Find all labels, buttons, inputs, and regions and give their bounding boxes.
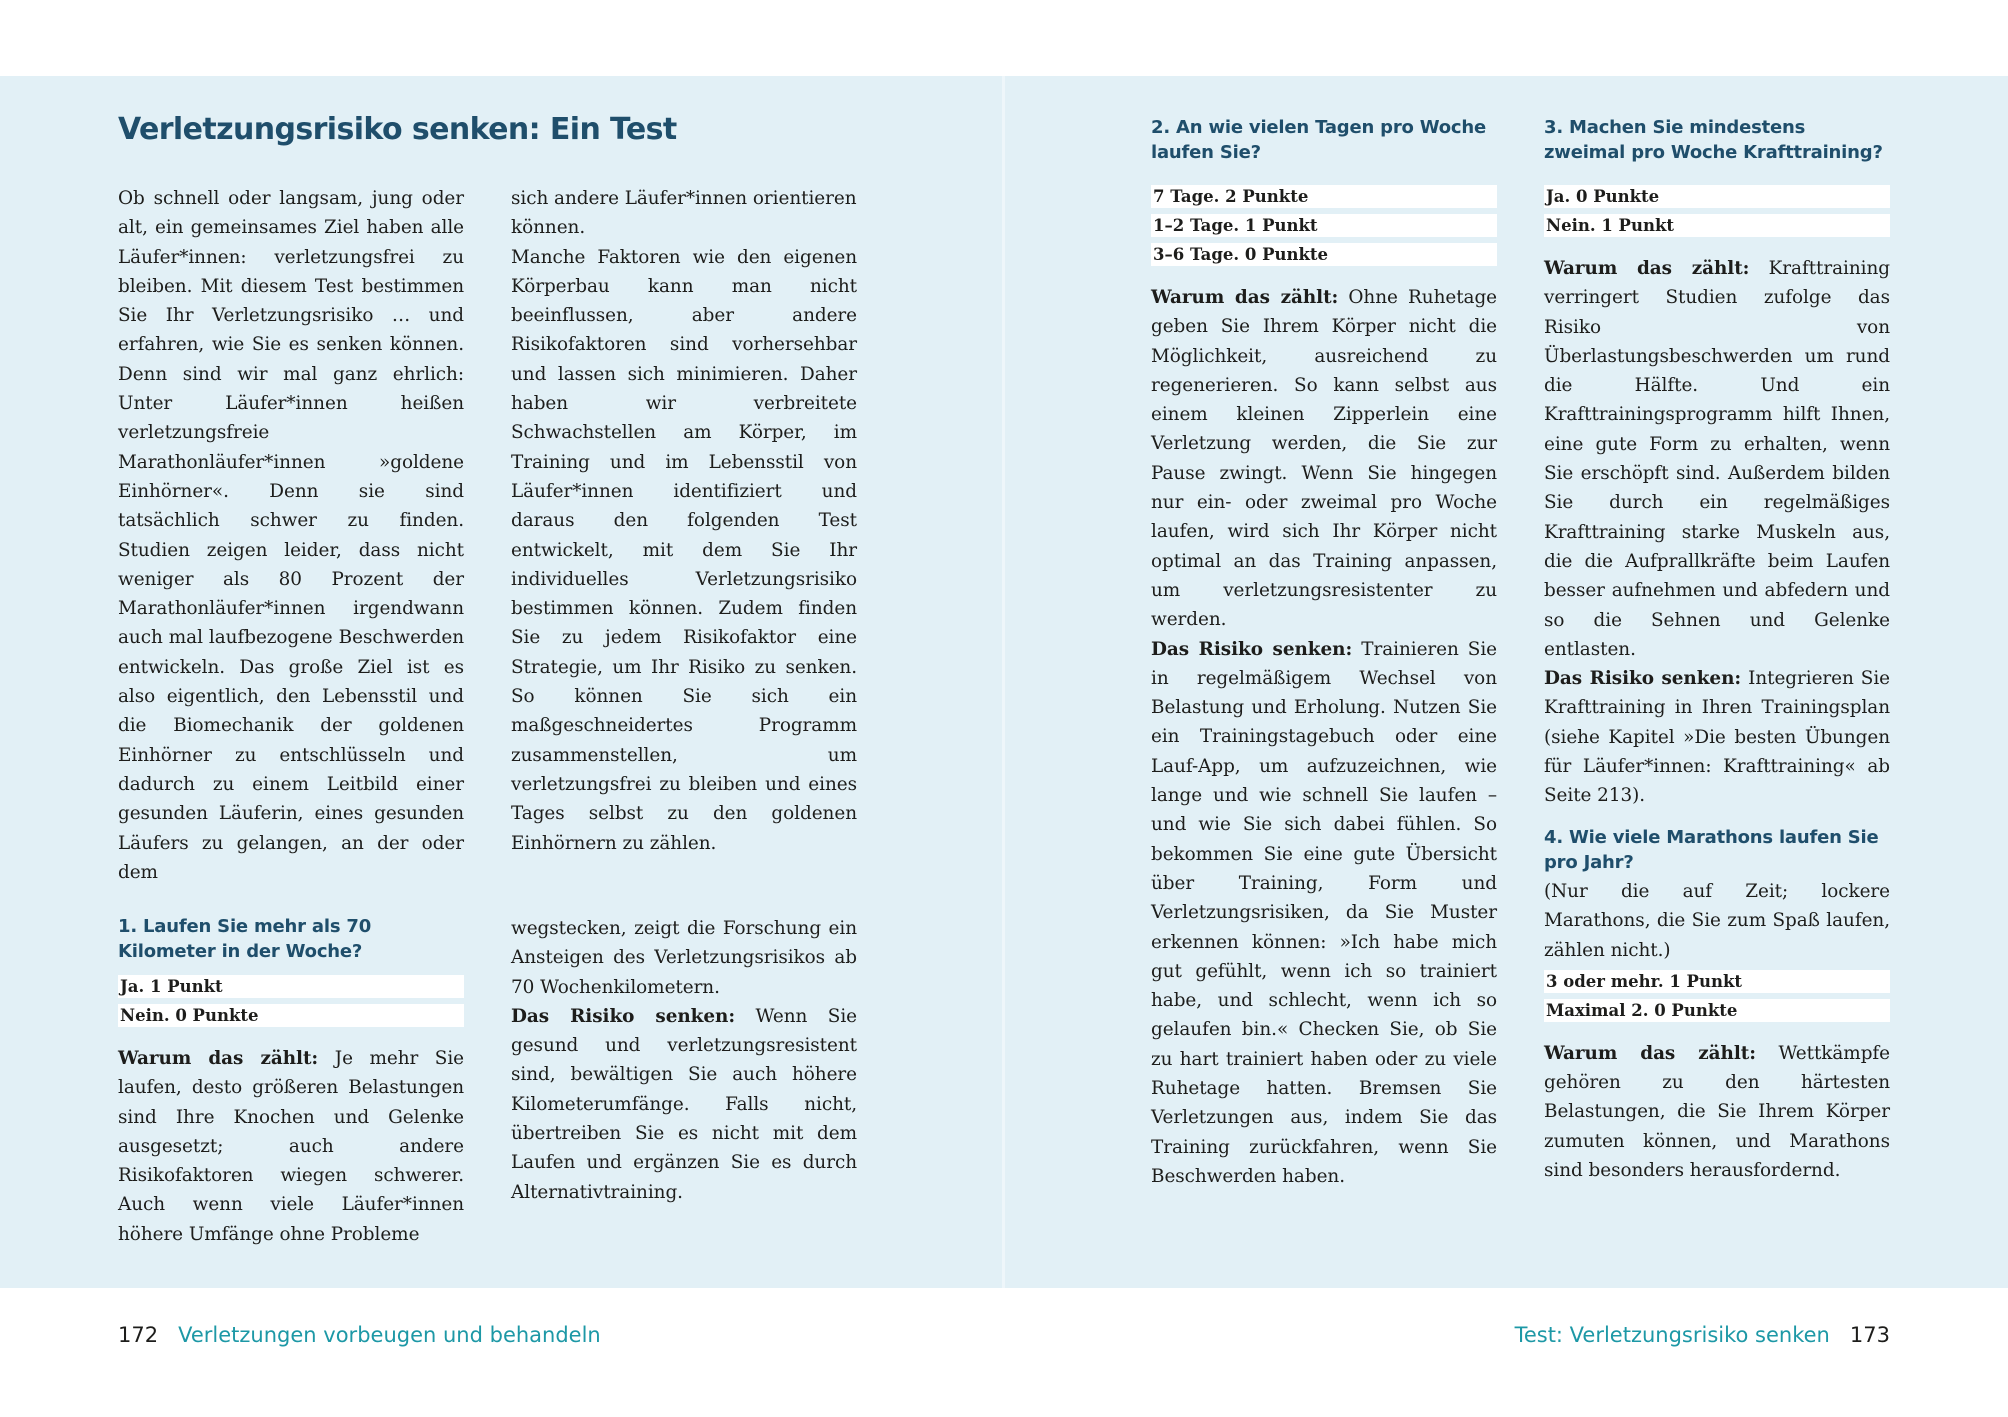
- answer-options: [118, 975, 464, 1027]
- question-heading: 2. An wie vielen Tagen pro Woche laufen Sie?: [1151, 117, 1487, 163]
- footer-right: [1515, 1318, 1890, 1352]
- question-heading: 4. Wie viele Marathons laufen Sie pro Jahr?: [1544, 827, 1879, 873]
- page-number: 173: [1849, 1323, 1890, 1347]
- page-title: Verletzungsrisiko senken: Ein Test: [118, 112, 677, 147]
- reduce-risk-label: Das Risiko senken:: [1151, 638, 1353, 660]
- intro-column-2: [511, 184, 857, 858]
- why-text: Krafttraining verringert Studien zufolge das Risiko von Überlastungsbeschwerden um rund die Hälfte. Und ein Krafttrainingsprogramm hilft Ihnen, eine gute Form zu erhalten, wenn Sie erschöpft sind. Außerdem bilden Sie durch ein regelmäßiges Krafttraining starke Muskeln aus, die die Aufprallkräfte beim Laufen besser aufnehmen und abfedern und so die Sehnen und Gelenke entlasten.: [1544, 258, 1891, 660]
- page-number: 172: [118, 1323, 159, 1347]
- why-paragraph: [1151, 283, 1497, 635]
- question-note: (Nur die auf Zeit; lockere Marathons, die Sie zum Spaß laufen, zählen nicht.): [1544, 881, 1890, 961]
- intro-paragraph: Manche Faktoren wie den eigenen Körperbau kann man nicht beeinflussen, aber andere Risikofaktoren sind vorhersehbar und lassen sich minimieren. Daher haben wir verbreitete Schwachstellen am Körper, im Training und im Lebensstil von Läufer*innen identifiziert und daraus den folgenden Test entwickelt, mit dem Sie Ihr individuelles Verletzungsrisiko bestimmen können. Zudem finden Sie zu jedem Risikofaktor eine Strategie, um Ihr Risiko zu senken. So können Sie sich ein maßgeschneidertes Programm zusammenstellen, um verletzungsfrei zu bleiben und eines Tages selbst zu den goldenen Einhörnern zu zählen.: [511, 246, 857, 854]
- answer-options: [1151, 185, 1497, 266]
- reduce-risk-label: Das Risiko senken:: [511, 1005, 736, 1027]
- chapter-title: Test: Verletzungsrisiko senken: [1514, 1323, 1830, 1347]
- reduce-risk-paragraph: [1544, 664, 1890, 810]
- page-gutter: [1002, 76, 1005, 1288]
- continued-paragraph: wegstecken, zeigt die Forschung ein Ansteigen des Verletzungsrisikos ab 70 Wochenkilometern.: [511, 918, 857, 998]
- why-label: Warum das zählt:: [1151, 287, 1339, 308]
- answer-option: Nein. 1 Punkt: [1544, 214, 1890, 237]
- answer-option: 3–6 Tage. 0 Punkte: [1151, 243, 1497, 266]
- question-1-continued: [511, 914, 857, 1207]
- answer-option: Maximal 2. 0 Punkte: [1544, 999, 1890, 1022]
- answer-option: 7 Tage. 2 Punkte: [1151, 185, 1497, 208]
- chapter-title: Verletzungen vorbeugen und behandeln: [178, 1323, 601, 1347]
- reduce-risk-paragraph: [511, 1002, 857, 1207]
- why-text: Je mehr Sie laufen, desto größeren Belastungen sind Ihre Knochen und Gelenke ausgesetzt; auch andere Risikofaktoren wiegen schwerer. Auch wenn viele Läufer*innen höhere Umfänge ohne Probleme: [118, 1048, 465, 1245]
- reduce-risk-text: Integrieren Sie Krafttraining in Ihren Trainingsplan (siehe Kapitel »Die besten Übungen für Läufer*innen: Krafttraining« ab Seite 213).: [1544, 668, 1890, 807]
- answer-option: 1–2 Tage. 1 Punkt: [1151, 214, 1497, 237]
- answer-options: [1544, 185, 1890, 237]
- answer-options: [1544, 970, 1890, 1022]
- why-paragraph: [1544, 1039, 1890, 1185]
- question-heading: 3. Machen Sie mindestens zweimal pro Woche Krafttraining?: [1544, 117, 1883, 163]
- reduce-risk-text: Wenn Sie gesund und verletzungsresistent sind, bewältigen Sie auch höhere Kilometerumfänge. Falls nicht, übertreiben Sie es nicht mit dem Laufen und ergänzen Sie es durch Alternativtraining.: [511, 1005, 857, 1203]
- footer-left: [118, 1318, 601, 1352]
- why-text: Ohne Ruhetage geben Sie Ihrem Körper nicht die Möglichkeit, ausreichend zu regenerieren. So kann selbst aus einem kleinen Zipperlein eine Verletzung werden, die Sie zur Pause zwingt. Wenn Sie hingegen nur ein- oder zweimal pro Woche laufen, wird sich Ihr Körper nicht optimal an das Training anpassen, um verletzungsresistenter zu werden.: [1151, 287, 1498, 631]
- reduce-risk-text: Trainieren Sie in regelmäßigem Wechsel von Belastung und Erholung. Nutzen Sie ein Trainingstagebuch oder eine Lauf-App, um aufzuzeichnen, wie lange und wie schnell Sie laufen – und wie Sie sich dabei fühlen. So bekommen Sie eine gute Übersicht über Training, Form und Verletzungsrisiken, da Sie Muster erkennen können: »Ich habe mich gut gefühlt, wenn ich so trainiert habe, und schlecht, wenn ich so gelaufen bin.« Checken Sie, ob Sie zu hart trainiert haben oder zu viele Ruhetage hatten. Bremsen Sie Verletzungen aus, indem Sie das Training zurückfahren, wenn Sie Beschwerden haben.: [1151, 638, 1497, 1187]
- why-text: Wettkämpfe gehören zu den härtesten Belastungen, die Sie Ihrem Körper zumuten können, und Marathons sind besonders herausfordernd.: [1544, 1042, 1891, 1182]
- answer-option: Ja. 0 Punkte: [1544, 185, 1890, 208]
- question-1: [118, 914, 464, 1249]
- answer-option: Nein. 0 Punkte: [118, 1004, 464, 1027]
- question-4: [1544, 825, 1890, 1185]
- question-heading: 1. Laufen Sie mehr als 70 Kilometer in der Woche?: [118, 916, 372, 962]
- why-label: Warum das zählt:: [118, 1048, 319, 1069]
- question-2: [1151, 115, 1497, 1191]
- why-label: Warum das zählt:: [1544, 1042, 1756, 1064]
- intro-column-1: [118, 184, 464, 887]
- answer-option: 3 oder mehr. 1 Punkt: [1544, 970, 1890, 993]
- why-paragraph: [1544, 254, 1890, 664]
- why-label: Warum das zählt:: [1544, 258, 1750, 279]
- reduce-risk-label: Das Risiko senken:: [1544, 668, 1742, 690]
- answer-option: Ja. 1 Punkt: [118, 975, 464, 998]
- reduce-risk-paragraph: [1151, 635, 1497, 1192]
- question-3: [1544, 115, 1890, 811]
- intro-paragraph-end: sich andere Läufer*innen orientieren können.: [511, 188, 857, 239]
- intro-paragraph: Ob schnell oder langsam, jung oder alt, ein gemeinsames Ziel haben alle Läufer*innen: verletzungsfrei zu bleiben. Mit diesem Test bestimmen Sie Ihr Verletzungsrisiko … und erfahren, wie Sie es senken können. Denn sind wir mal ganz ehrlich: Unter Läufer*innen heißen verletzungsfreie Marathonläufer*innen »goldene Einhörner«. Denn sie sind tatsächlich schwer zu finden. Studien zeigen leider, dass nicht weniger als 80 Prozent der Marathonläufer*innen irgendwann auch mal laufbezogene Beschwerden entwickeln. Das große Ziel ist es also eigentlich, den Lebensstil und die Biomechanik der goldenen Einhörner zu entschlüsseln und dadurch zu einem Leitbild einer gesunden Läuferin, eines gesunden Läufers zu gelangen, an der oder dem: [118, 188, 464, 883]
- why-paragraph: [118, 1044, 464, 1249]
